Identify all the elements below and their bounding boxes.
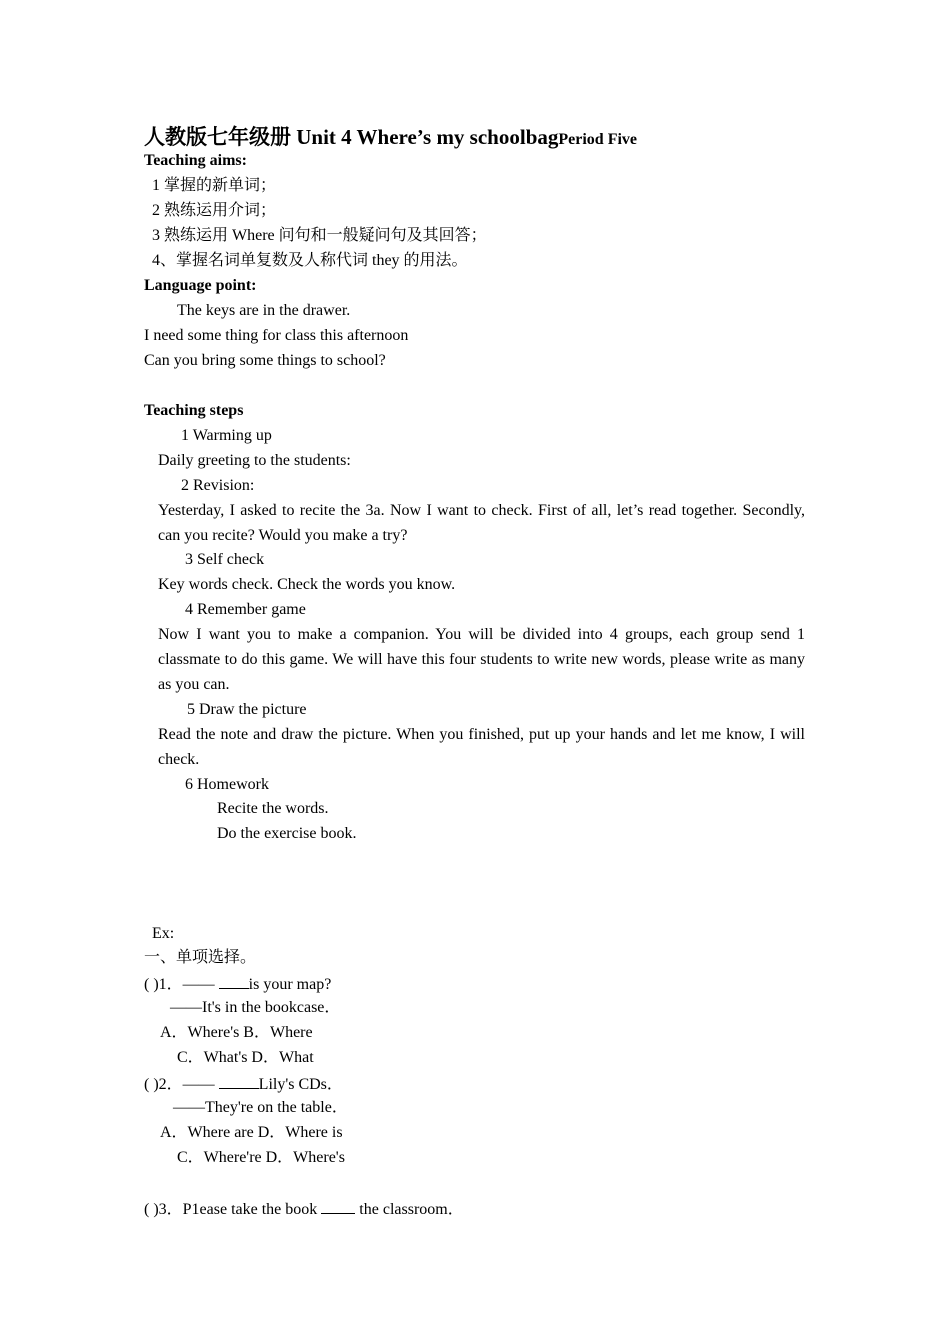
question-1-options-cd: C．What's D．What	[177, 1049, 314, 1066]
step-4-title: 4 Remember game	[185, 601, 306, 618]
aim-item-4: 4、掌握名词单复数及人称代词 they 的用法。	[152, 252, 468, 269]
step-1-title: 1 Warming up	[181, 427, 272, 444]
question-3-lead: ( )3．P1ease take the book	[144, 1201, 322, 1218]
step-3-text: Key words check. Check the words you know.	[158, 576, 456, 593]
step-3-title: 3 Self check	[185, 551, 265, 568]
question-2	[144, 1073, 343, 1095]
aim-item-3: 3 熟练运用 Where 问句和一般疑问句及其回答；	[152, 227, 487, 244]
answer-blank[interactable]	[219, 973, 249, 989]
language-line-2: I need some thing for class this afternoon	[144, 327, 409, 344]
question-1-tail: is your map?	[248, 976, 332, 993]
aim-item-1: 1 掌握的新单词；	[152, 177, 277, 194]
question-2-answer: ——They're on the table．	[173, 1099, 348, 1116]
question-1-answer: ——It's in the bookcase．	[170, 999, 341, 1016]
question-3-tail: the classroom．	[355, 1201, 464, 1218]
answer-blank[interactable]	[321, 1198, 355, 1214]
question-1-lead: ( )1．——	[144, 976, 219, 993]
question-1-options-ab: A．Where's B．Where	[160, 1024, 313, 1041]
step-1-text: Daily greeting to the students:	[158, 452, 351, 469]
language-heading: Language point:	[144, 277, 257, 294]
title-main: 人教版七年级册 Unit 4 Where’s my schoolbag	[144, 125, 559, 149]
homework-item-1: Recite the words.	[217, 800, 329, 817]
language-line-3: Can you bring some things to school?	[144, 352, 386, 369]
exercise-label: Ex:	[152, 925, 175, 942]
step-2-text: Yesterday, I asked to recite the 3a. Now I want to check. First of all, let’s read together. Secondly, can you recite? Would you make a try?	[158, 502, 805, 544]
exercise-section-title: 一、单项选择。	[144, 949, 257, 966]
step-6-title: 6 Homework	[185, 776, 269, 793]
title-sub: Period Five	[558, 131, 638, 148]
language-line-1: The keys are in the drawer.	[177, 302, 351, 319]
steps-heading: Teaching steps	[144, 402, 244, 419]
step-5-title: 5 Draw the picture	[187, 701, 307, 718]
question-2-options-ab: A．Where are D．Where is	[160, 1124, 343, 1141]
question-2-lead: ( )2．——	[144, 1076, 219, 1093]
step-2-title: 2 Revision:	[181, 477, 255, 494]
aim-item-2: 2 熟练运用介词；	[152, 202, 277, 219]
document-title	[144, 124, 637, 153]
homework-item-2: Do the exercise book.	[217, 825, 357, 842]
aims-heading: Teaching aims:	[144, 152, 247, 169]
question-2-tail: Lily's CDs．	[258, 1076, 343, 1093]
question-2-options-cd: C．Where're D．Where's	[177, 1149, 345, 1166]
step-4-text: Now I want you to make a companion. You will be divided into 4 groups, each group send 1 classmate to do this game. We will have this four students to write new words, please write as many as you can.	[158, 626, 805, 693]
question-3	[144, 1198, 464, 1220]
question-1	[144, 973, 331, 995]
answer-blank[interactable]	[219, 1073, 259, 1089]
step-5-text: Read the note and draw the picture. When you finished, put up your hands and let me know, I will check.	[158, 726, 805, 768]
